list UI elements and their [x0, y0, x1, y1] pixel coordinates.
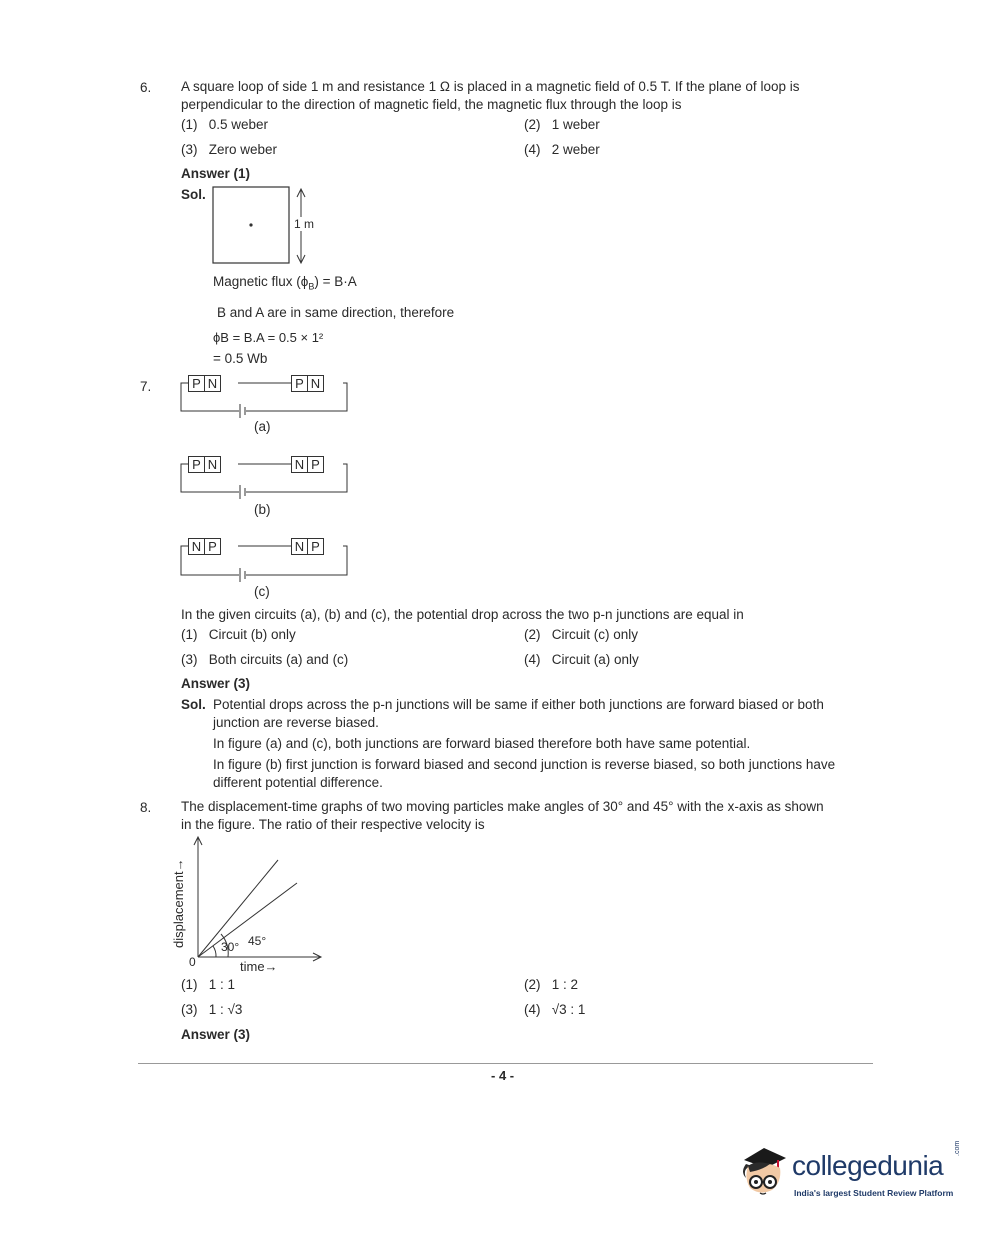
- q7-sol-line5: different potential difference.: [213, 775, 383, 790]
- q8-option-1: [181, 977, 235, 992]
- q7-option-1: [181, 627, 296, 642]
- option-number: (2): [524, 977, 541, 992]
- option-number: (1): [181, 627, 198, 642]
- loop-side-label: 1 m: [294, 217, 315, 231]
- q6-sol-line1: Magnetic flux $(\phi_B) = B\cdot A$: [213, 274, 357, 292]
- graph-y-axis-label: displacement→: [171, 858, 186, 948]
- option-text: Zero weber: [208, 142, 278, 157]
- option-text: 1 : 1: [208, 977, 236, 992]
- q7-sol-line4: In figure (b) first junction is forward biased and second junction is reverse biased, so both junctions have: [213, 757, 836, 772]
- option-text: 2 weber: [551, 142, 600, 157]
- q6-option-2: [524, 117, 600, 132]
- option-number: (1): [181, 977, 198, 992]
- q6-sol-line3: ϕB = B.A = 0.5 × 1²: [213, 330, 324, 345]
- option-text: Circuit (a) only: [551, 652, 639, 667]
- question-6-text-line2: perpendicular to the direction of magnetic field, the magnetic flux through the loop is: [181, 97, 682, 112]
- option-number: (3): [181, 652, 198, 667]
- circuit-c-left-junction: N P: [188, 538, 221, 555]
- option-number: (3): [181, 1002, 198, 1017]
- question-6-number: 6.: [140, 80, 152, 95]
- q7-option-2: [524, 627, 638, 642]
- option-number: (2): [524, 117, 541, 132]
- q6-option-1: [181, 117, 268, 132]
- q8-answer: Answer (3): [181, 1027, 251, 1042]
- q7-sol-line1: Potential drops across the p-n junctions will be same if either both junctions are forward biased or both: [213, 697, 824, 712]
- mascot-icon: [736, 1138, 796, 1202]
- circuit-c-label: (c): [254, 584, 270, 599]
- option-number: (4): [524, 652, 541, 667]
- option-text: 1 : 2: [551, 977, 579, 992]
- brand-suffix: .com: [954, 1140, 961, 1156]
- q7-sol-line2: junction are reverse biased.: [213, 715, 379, 730]
- option-text: 1 : √3: [208, 1002, 243, 1017]
- question-8-text-line1: The displacement-time graphs of two moving particles make angles of 30° and 45° with the x-axis as shown: [181, 799, 824, 814]
- q7-option-4: [524, 652, 639, 667]
- circuit-b-left-junction: P N: [188, 456, 221, 473]
- q6-sol-label: Sol.: [181, 187, 206, 202]
- q6-sol-line4: = 0.5 Wb: [213, 351, 268, 366]
- graph-angle-45-label: 45°: [248, 934, 267, 948]
- q7-sol-label: Sol.: [181, 697, 206, 712]
- circuit-a-left-junction: P N: [188, 375, 221, 392]
- q6-answer: Answer (1): [181, 166, 251, 181]
- page-number: - 4 -: [491, 1068, 515, 1083]
- brand-tagline: India's largest Student Review Platform: [794, 1188, 954, 1198]
- footer-divider: [138, 1063, 873, 1064]
- circuit-a-right-junction: P N: [291, 375, 324, 392]
- graph-angle-30-label: 30°: [221, 940, 240, 954]
- option-text: Circuit (c) only: [551, 627, 639, 642]
- circuit-a-label: (a): [254, 419, 271, 434]
- q8-option-4: [524, 1002, 585, 1017]
- graph-x-axis-label: time→: [240, 959, 278, 974]
- q7-answer: Answer (3): [181, 676, 251, 691]
- option-text: Both circuits (a) and (c): [208, 652, 349, 667]
- q7-option-3: [181, 652, 348, 667]
- q7-sol-line3: In figure (a) and (c), both junctions are forward biased therefore both have same potential.: [213, 736, 751, 751]
- q6-option-4: [524, 142, 600, 157]
- option-number: (4): [524, 142, 541, 157]
- option-number: (3): [181, 142, 198, 157]
- graph-origin-label: 0: [189, 955, 196, 969]
- q8-option-3: [181, 1002, 242, 1017]
- option-number: (2): [524, 627, 541, 642]
- question-7-text: In the given circuits (a), (b) and (c), the potential drop across the two p-n junctions are equal in: [181, 607, 744, 622]
- option-text: √3 : 1: [551, 1002, 586, 1017]
- option-number: (4): [524, 1002, 541, 1017]
- option-text: 1 weber: [551, 117, 600, 132]
- q8-option-2: [524, 977, 578, 992]
- question-6-text-line1: A square loop of side 1 m and resistance 1 Ω is placed in a magnetic field of 0.5 T. If the plane of loop is: [181, 79, 800, 94]
- option-number: (1): [181, 117, 198, 132]
- circuit-b-right-junction: N P: [291, 456, 324, 473]
- question-7-number: 7.: [140, 379, 152, 394]
- question-8-number: 8.: [140, 800, 152, 815]
- option-text: 0.5 weber: [208, 117, 269, 132]
- option-text: Circuit (b) only: [208, 627, 296, 642]
- circuit-c-right-junction: N P: [291, 538, 324, 555]
- q6-option-3: [181, 142, 277, 157]
- q6-sol-line2: B and A are in same direction, therefore: [217, 305, 455, 320]
- brand-name: collegedunia: [792, 1150, 944, 1181]
- circuit-b-label: (b): [254, 502, 271, 517]
- collegedunia-logo: [736, 1138, 961, 1208]
- question-8-text-line2: in the figure. The ratio of their respective velocity is: [181, 817, 485, 832]
